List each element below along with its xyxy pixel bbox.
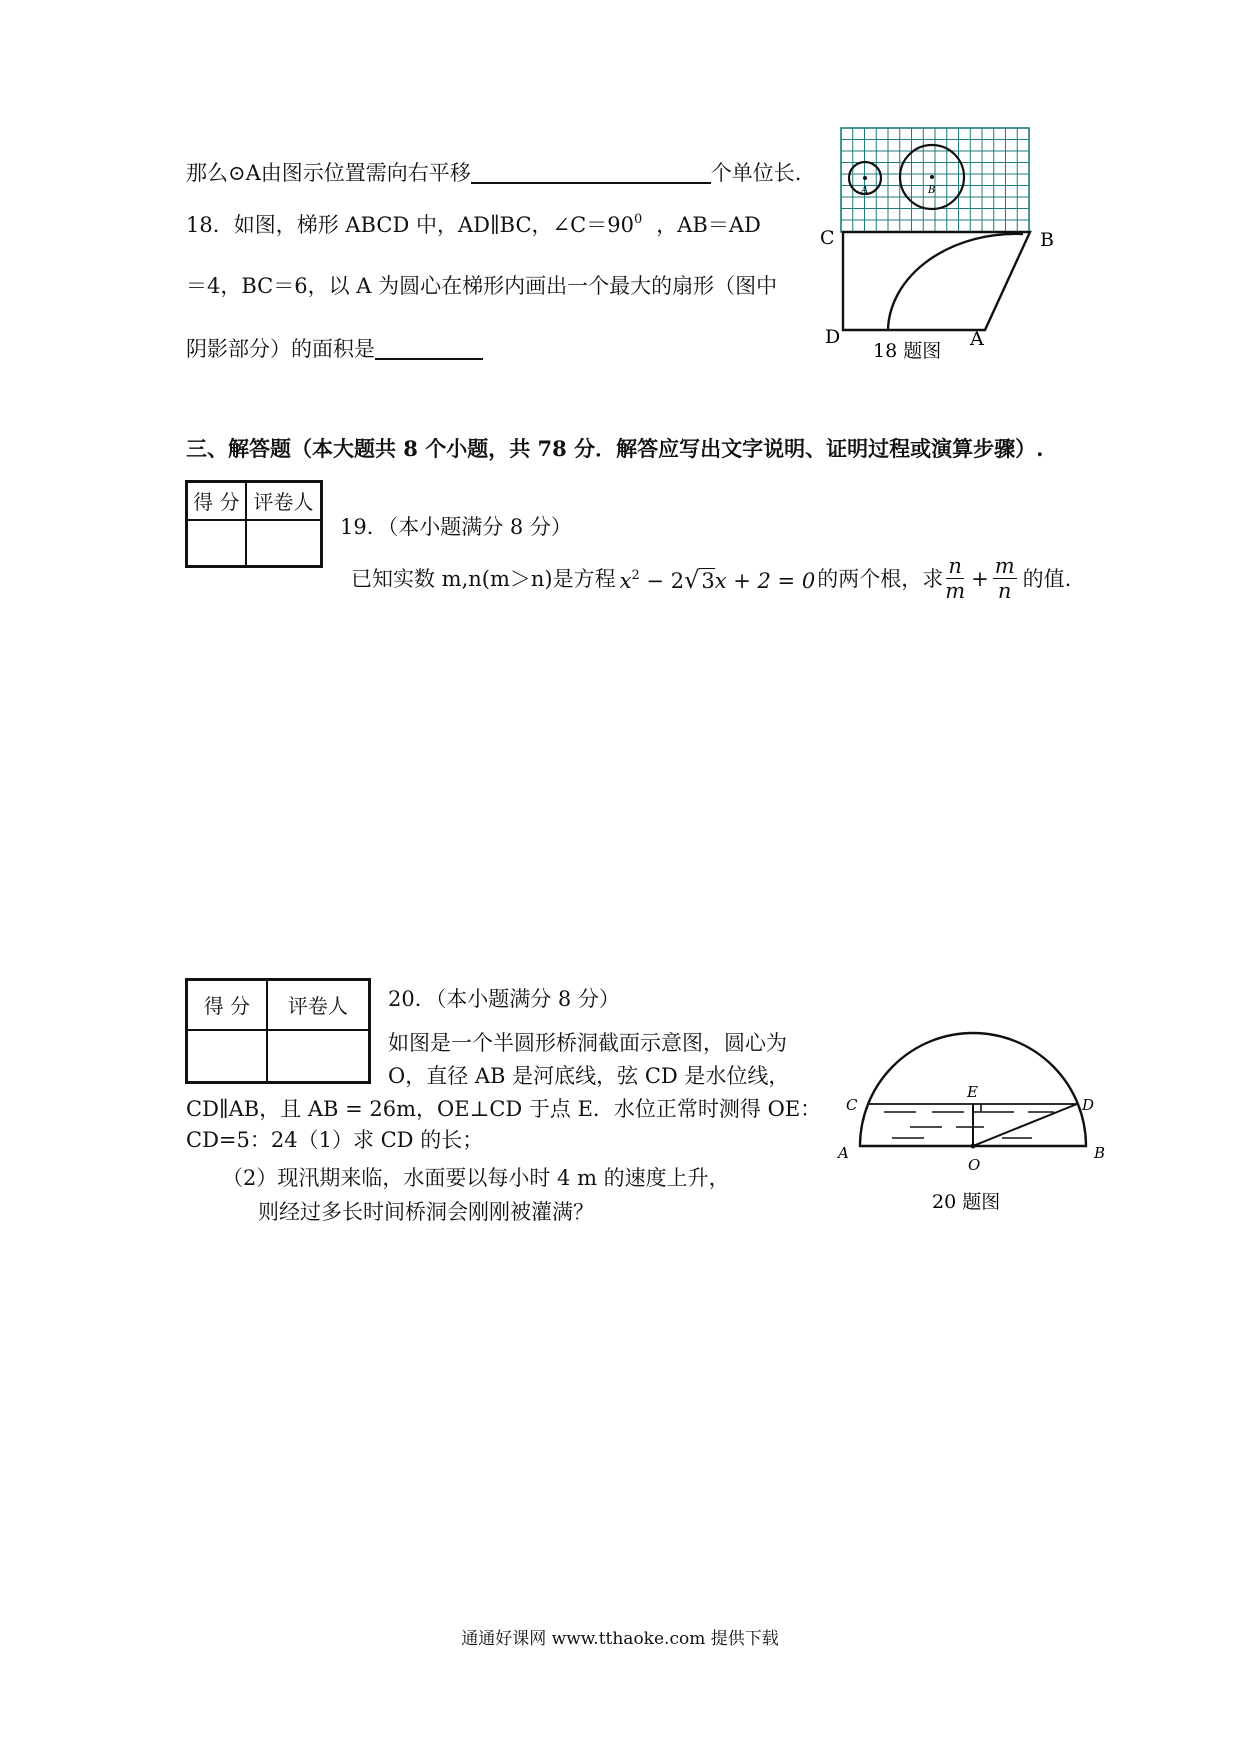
plus-sign: +: [971, 566, 989, 591]
score-table-19: [185, 480, 323, 568]
q18-line-3: [186, 336, 483, 362]
q19-body: [351, 554, 1071, 603]
water-dashes: [884, 1112, 1054, 1138]
grader-cell[interactable]: [267, 1030, 370, 1083]
figure-18: [820, 120, 1060, 370]
segment-od: [973, 1104, 1077, 1146]
figure-20-caption: 20 题图: [932, 1191, 1001, 1213]
grid-label-b: B: [928, 185, 936, 196]
score-table-20: [185, 978, 371, 1084]
q19-text-mid: 的两个根，求: [817, 566, 944, 591]
q20-line-3: CD∥AB，且 AB = 26m，OE⊥CD 于点 E．水位正常时测得 OE：: [186, 1097, 822, 1121]
grid-label-a: A: [861, 185, 869, 196]
score-header: 得 分: [187, 980, 267, 1030]
trapezoid-figure: [820, 227, 1054, 350]
q18-line-1-text: 18．如图，梯形 ABCD 中，AD∥BC，∠C＝90: [186, 213, 634, 237]
q19-text-after: 的值.: [1022, 566, 1072, 591]
q19-title: 19．（本小题满分 8 分）: [340, 515, 572, 539]
fraction-n-over-m: [943, 554, 967, 603]
grader-cell[interactable]: [246, 520, 322, 567]
q17-answer-blank[interactable]: [471, 160, 711, 184]
q20-line-4: CD=5：24（1）求 CD 的长；: [186, 1128, 484, 1152]
q20-line-6: 则经过多长时间桥洞会刚刚被灌满？: [258, 1200, 594, 1224]
frac1-den: m: [945, 579, 966, 603]
q20-line-1: 如图是一个半圆形桥洞截面示意图，圆心为: [388, 1031, 787, 1055]
label-c: C: [820, 227, 835, 249]
q18-answer-blank[interactable]: [375, 336, 483, 360]
eq-exp: 2: [631, 568, 640, 583]
figure-20: [832, 1028, 1112, 1218]
label-c: C: [846, 1096, 858, 1114]
grader-header: 评卷人: [246, 482, 322, 520]
eq-root: 3: [701, 569, 715, 593]
q19-equation: $x^2 - 2√3x + 2 = 0$: [619, 566, 816, 594]
eq-x: x: [619, 569, 632, 593]
q17-text-before: 那么⊙A由图示位置需向右平移: [186, 161, 471, 185]
label-b: B: [1040, 229, 1054, 251]
label-d: D: [825, 326, 841, 348]
q20-line-5: （2）现汛期来临，水面要以每小时 4 m 的速度上升，: [222, 1166, 730, 1190]
score-cell[interactable]: [187, 1030, 267, 1083]
q18-line-3-text: 阴影部分）的面积是: [186, 337, 375, 361]
q20-line-2: O，直径 AB 是河底线，弦 CD 是水位线，: [388, 1064, 790, 1088]
q20-title: 20．（本小题满分 8 分）: [388, 987, 620, 1011]
grader-header: 评卷人: [267, 980, 370, 1030]
figure-18-caption: 18 题图: [873, 340, 942, 362]
label-b: B: [1094, 1144, 1106, 1162]
label-a: A: [838, 1144, 849, 1162]
fraction-m-over-n: [993, 554, 1017, 603]
sector-arc: [888, 234, 1023, 330]
eq-tail: x + 2 = 0: [714, 569, 816, 593]
section-3-heading: 三、解答题（本大题共 8 个小题，共 78 分．解答应写出文字说明、证明过程或演算步骤）.: [186, 436, 1044, 461]
score-cell[interactable]: [187, 520, 246, 567]
q18-line-1: [186, 207, 761, 238]
q18-line-2: ＝4，BC＝6，以 A 为圆心在梯形内画出一个最大的扇形（图中: [186, 274, 778, 298]
q17-text-after: 个单位长.: [710, 161, 802, 185]
label-d: D: [1082, 1096, 1095, 1114]
eq-mid: − 2: [639, 569, 685, 593]
right-angle-mark: [973, 1104, 981, 1112]
q18-line-1-tail: ，AB＝AD: [656, 213, 761, 237]
frac1-num: n: [948, 554, 962, 578]
frac2-num: m: [994, 554, 1015, 578]
q18-degree-sup: 0: [633, 212, 643, 227]
grid-figure: [841, 128, 1029, 232]
label-o: O: [968, 1156, 981, 1174]
label-a: A: [970, 328, 984, 350]
label-e: E: [967, 1083, 978, 1101]
frac2-den: n: [997, 579, 1012, 603]
footer: 通通好课网 www.tthaoke.com 提供下载: [461, 1629, 779, 1649]
q17-tail-line: [186, 160, 801, 186]
q19-text-before: 已知实数 m,n(m＞n)是方程: [351, 566, 616, 591]
score-header: 得 分: [187, 482, 246, 520]
